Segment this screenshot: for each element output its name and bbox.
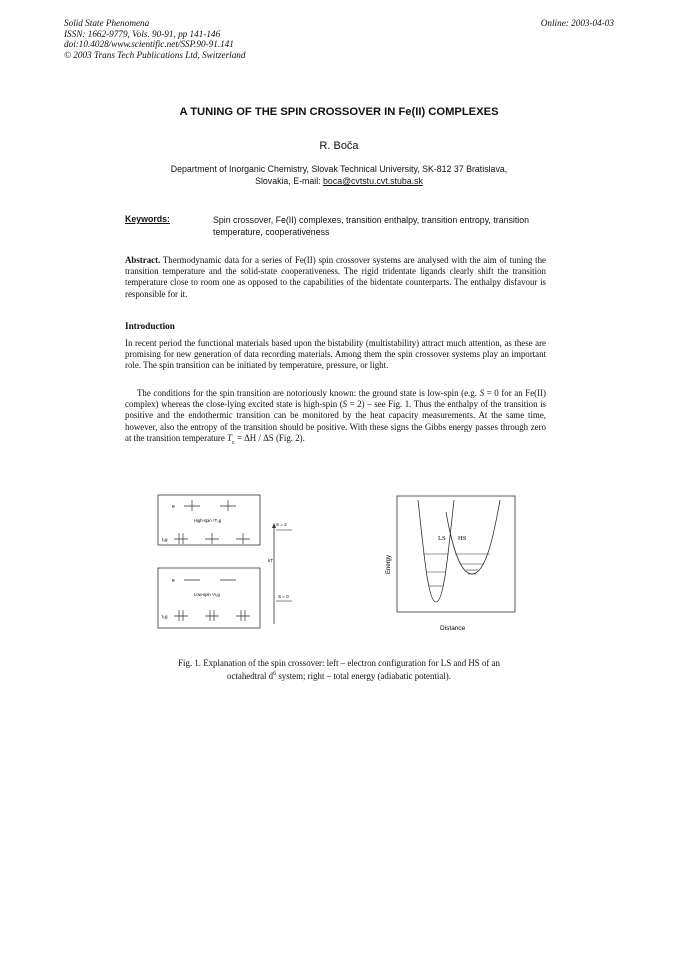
s0-label: S = 0 [278, 594, 289, 599]
hs-t2g-label: t₂g [162, 537, 168, 542]
electron-configuration-diagram [150, 494, 295, 634]
hs-potential-curve [446, 500, 500, 574]
caption-text-a: octahedtral d [227, 671, 274, 682]
y-axis-label: Energy [386, 554, 392, 574]
ls-potential-curve [418, 500, 454, 602]
abstract-label: Abstract. [125, 255, 161, 265]
online-date: Online: 2003-04-03 [540, 18, 614, 28]
ls-label: LS [438, 535, 446, 542]
journal-header [64, 18, 245, 60]
caption-line1: Fig. 1. Explanation of the spin crossover: left – electron configuration for LS and HS of an [178, 658, 500, 668]
intro-paragraph-1: In recent period the functional materials based upon the bistability (multistability) attract much attention, as these are promising for new generation of data recording materials. Among them the spin crossover systems play an important role. The spin transition can be initiated by temperature, pressure, or light. [125, 338, 546, 371]
affiliation-line1: Department of Inorganic Chemistry, Slovak Technical University, SK-812 37 Bratislava, [170, 164, 508, 174]
adiabatic-potential-diagram [380, 494, 520, 636]
intro-text-a: The conditions for the spin transition are notoriously known: the ground state is low-spin (e.g. [137, 388, 480, 398]
keywords-label: Keywords: [125, 214, 170, 224]
affiliation-line2 [120, 175, 558, 187]
ls-t2g-label: t₂g [162, 614, 168, 619]
copyright-line: © 2003 Trans Tech Publications Ltd, Switzerland [64, 49, 246, 60]
abstract-text: Thermodynamic data for a series of Fe(II) spin crossover systems are analysed with the aim of tuning the transition temperature and the solid-state cooperativeness. The rigid tridentate ligands clearly shift the transition temperature close to room one as opposed to the capabilities of the bidentate counterparts. The enthalpy disfavour is responsible for it. [125, 255, 546, 299]
figure-caption [130, 658, 548, 683]
s2-label: S = 2 [276, 522, 287, 527]
spin-symbol: S [479, 388, 484, 398]
keywords-text: Spin crossover, Fe(II) complexes, transition enthalpy, transition entropy, transition temperature, cooperativeness [213, 215, 530, 237]
affiliation [120, 163, 558, 187]
intro-text-c: = 2) – see Fig. 1. Thus the enthalpy of the transition is positive and the endothermic transition can be monitored by the heat capacity measurements. At the same time, however, also the entropy of the transition should be positive. With these signs the Gibbs energy passes through zero at the transition temperature [125, 399, 546, 443]
email-link[interactable]: boca@cvtstu.cvt.stuba.sk [323, 176, 423, 186]
section-heading-introduction: Introduction [125, 321, 175, 331]
affiliation-country: Slovakia, E-mail: [255, 176, 324, 186]
x-axis-label: Distance [440, 625, 466, 632]
low-spin-label: Low-spin ¹A₁g [194, 592, 220, 597]
caption-text-b: system; right – total energy (adiabatic potential). [276, 671, 451, 682]
abstract [125, 255, 546, 300]
spin-symbol: S [342, 399, 348, 410]
journal-name: Solid State Phenomena [64, 18, 150, 28]
temperature-symbol: T [227, 432, 232, 443]
paper-title: A TUNING OF THE SPIN CROSSOVER IN Fe(II) COMPLEXES [179, 106, 499, 118]
intro-paragraph-2 [125, 388, 546, 449]
kt-label: kT [268, 558, 273, 563]
intro-text-d: = ΔH / ΔS (Fig. 2). [234, 432, 305, 443]
temperature-subscript: c [231, 439, 235, 446]
caption-line2 [130, 669, 548, 682]
caption-superscript: 6 [273, 671, 277, 678]
high-spin-label: High-spin ⁵T₂g [194, 518, 222, 523]
hs-eg-label: e [172, 504, 175, 510]
ls-eg-label: e [172, 578, 175, 584]
hs-label: HS [458, 535, 467, 542]
intro-text-b: = 0 for an Fe(II) complex) whereas the close-lying excited state is high-spin ( [125, 388, 546, 410]
author-name: R. Boča [319, 140, 359, 152]
doi-line: doi:10.4028/www.scientific.net/SSP.90-91.141 [64, 39, 234, 50]
issn-line: ISSN: 1662-9779, Vols. 90-91, pp 141-146 [64, 28, 221, 39]
